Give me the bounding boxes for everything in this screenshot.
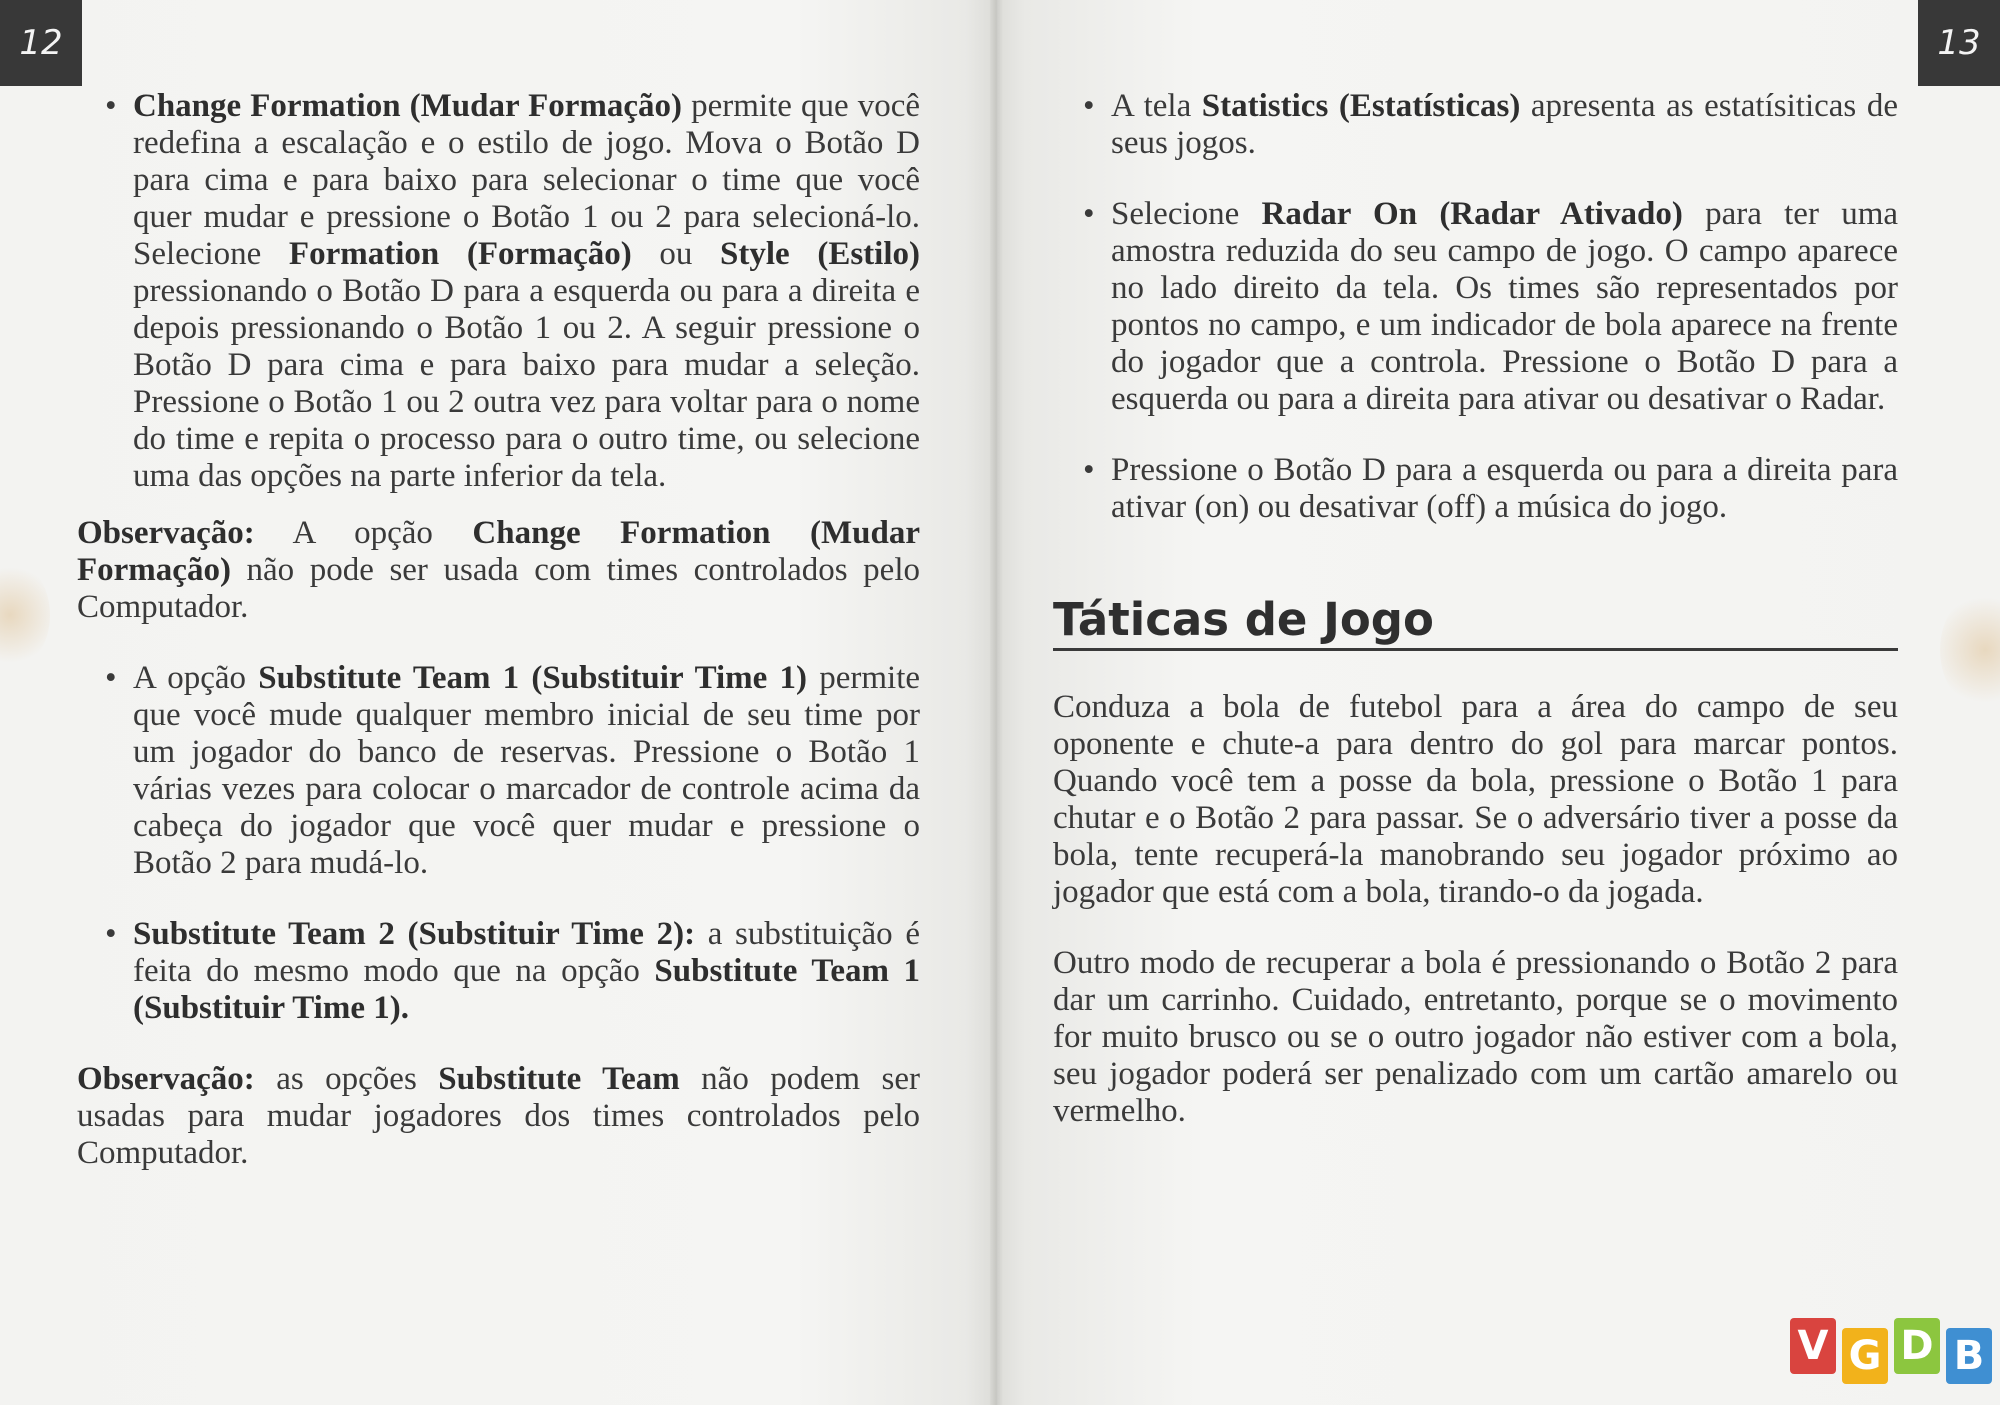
logo-letter-v: V [1790,1318,1836,1374]
bold-term: Formation (Formação) [288,236,632,272]
logo-letter-b: B [1946,1328,1992,1384]
logo-letter-d: D [1894,1318,1940,1374]
logo-letter-g: G [1842,1328,1888,1384]
bullet-dot: • [105,88,117,124]
left-column [77,88,921,1172]
paragraph-taticas-2: Outro modo de recuperar a bola é pressionando o Botão 2 para dar um carrinho. Cuidado, entretanto, porque se o movimento for muito brusco ou se o outro jogador não estiver com a bola, seu jogador poderá ser penalizado com um cartão amarelo ou vermelho. [1053,945,1898,1129]
paragraph-taticas-1: Conduza a bola de futebol para a área do campo de seu oponente e chute-a para dentro do gol para marcar pontos. Quando você tem a posse da bola, pressione o Botão 1 para chutar e o Botão 2 para passar. Se o adversário tiver a posse da bola, tente recuperá-la manobrando seu jogador próximo ao jogador que está com a bola, tirando-o da jogada. [1053,689,1898,910]
body-text: pressionando o Botão D para a esquerda ou para a direita e depois pressionando o Botão 1 ou 2. A seguir pressione o Botão D para cima e para baixo para mudar a seleção. Pressione o Botão 1 ou 2 outra vez para voltar para o nome do time e repita o processo para o outro time, ou selecione uma das opções na parte inferior da tela. [133,273,920,494]
bullet-dot: • [1083,452,1095,488]
bullet-substitute-team-2 [105,916,920,1027]
body-text: não podem ser usadas para mudar jogadores dos times controlados pelo Computador. [77,1061,920,1171]
bold-term: Substitute Team [438,1061,680,1097]
bullet-dot: • [105,660,117,696]
vgdb-watermark-logo [1790,1318,1992,1384]
bold-term: Change Formation (Mudar Formação) [77,515,920,588]
bullet-dot: • [105,916,117,952]
bullet-statistics [1083,88,1898,162]
body-text: permite que você redefina a escalação e o estilo de jogo. Mova o Botão D para cima e para baixo para selecionar o time que você quer mudar e pressione o Botão 1 ou 2 para selecioná-lo. Selecione [133,88,921,272]
bold-term: Statistics (Estatísticas) [1201,88,1521,124]
section-title-taticas: Táticas de Jogo [1053,594,1898,651]
bold-term: Substitute Team 2 (Substituir Time 2): [133,916,696,952]
bold-term: Substitute Team 1 (Substituir Time 1). [133,953,921,1026]
body-text: as opções [254,1061,439,1097]
body-text: Selecione [1111,196,1262,232]
note-label: Observação: [77,515,255,551]
body-text: A opção [254,515,473,551]
body-text: ou [631,236,721,272]
body-text: a substituição é feita do mesmo modo que na opção [133,916,920,989]
bold-term: Radar On (Radar Ativado) [1261,196,1683,232]
book-gutter [990,0,1004,1405]
bullet-dot: • [1083,196,1095,232]
right-column [1053,88,1899,1130]
note-label: Observação: [77,1061,255,1097]
body-text: permite que você mude qualquer membro inicial de seu time por um jogador do banco de reservas. Pressione o Botão 1 várias vezes para colocar o marcador de controle acima da cabeça do jogador que você quer mudar e pressione o Botão 2 para mudá-lo. [133,660,921,881]
note-substitute-team [77,1061,920,1172]
body-text: Pressione o Botão D para a esquerda ou para a direita para ativar (on) ou desativar (off) a música do jogo. [1111,452,1898,525]
body-text: para ter uma amostra reduzida do seu campo de jogo. O campo aparece no lado direito da tela. Os times são representados por pontos no campo, e um indicador de bola aparece na frente do jogador que a controla. Pressione o Botão D para a esquerda ou para a direita para ativar ou desativar o Radar. [1111,196,1899,417]
bullet-change-formation [105,88,920,495]
body-text: A tela [1111,88,1202,124]
bold-term: Substitute Team 1 (Substituir Time 1) [258,660,808,696]
bullet-music [1083,452,1898,526]
body-text: não pode ser usada com times controlados pelo Computador. [77,552,920,625]
body-text: apresenta as estatísiticas de seus jogos. [1111,88,1898,161]
bullet-dot: • [1083,88,1095,124]
bullet-radar [1083,196,1898,418]
bold-term: Change Formation (Mudar Formação) [133,88,683,124]
note-change-formation [77,515,920,626]
body-text: A opção [133,660,259,696]
page-number-left: 12 [0,0,82,86]
bullet-substitute-team-1 [105,660,920,882]
page-number-right: 13 [1918,0,2000,86]
bold-term: Style (Estilo) [720,236,920,272]
